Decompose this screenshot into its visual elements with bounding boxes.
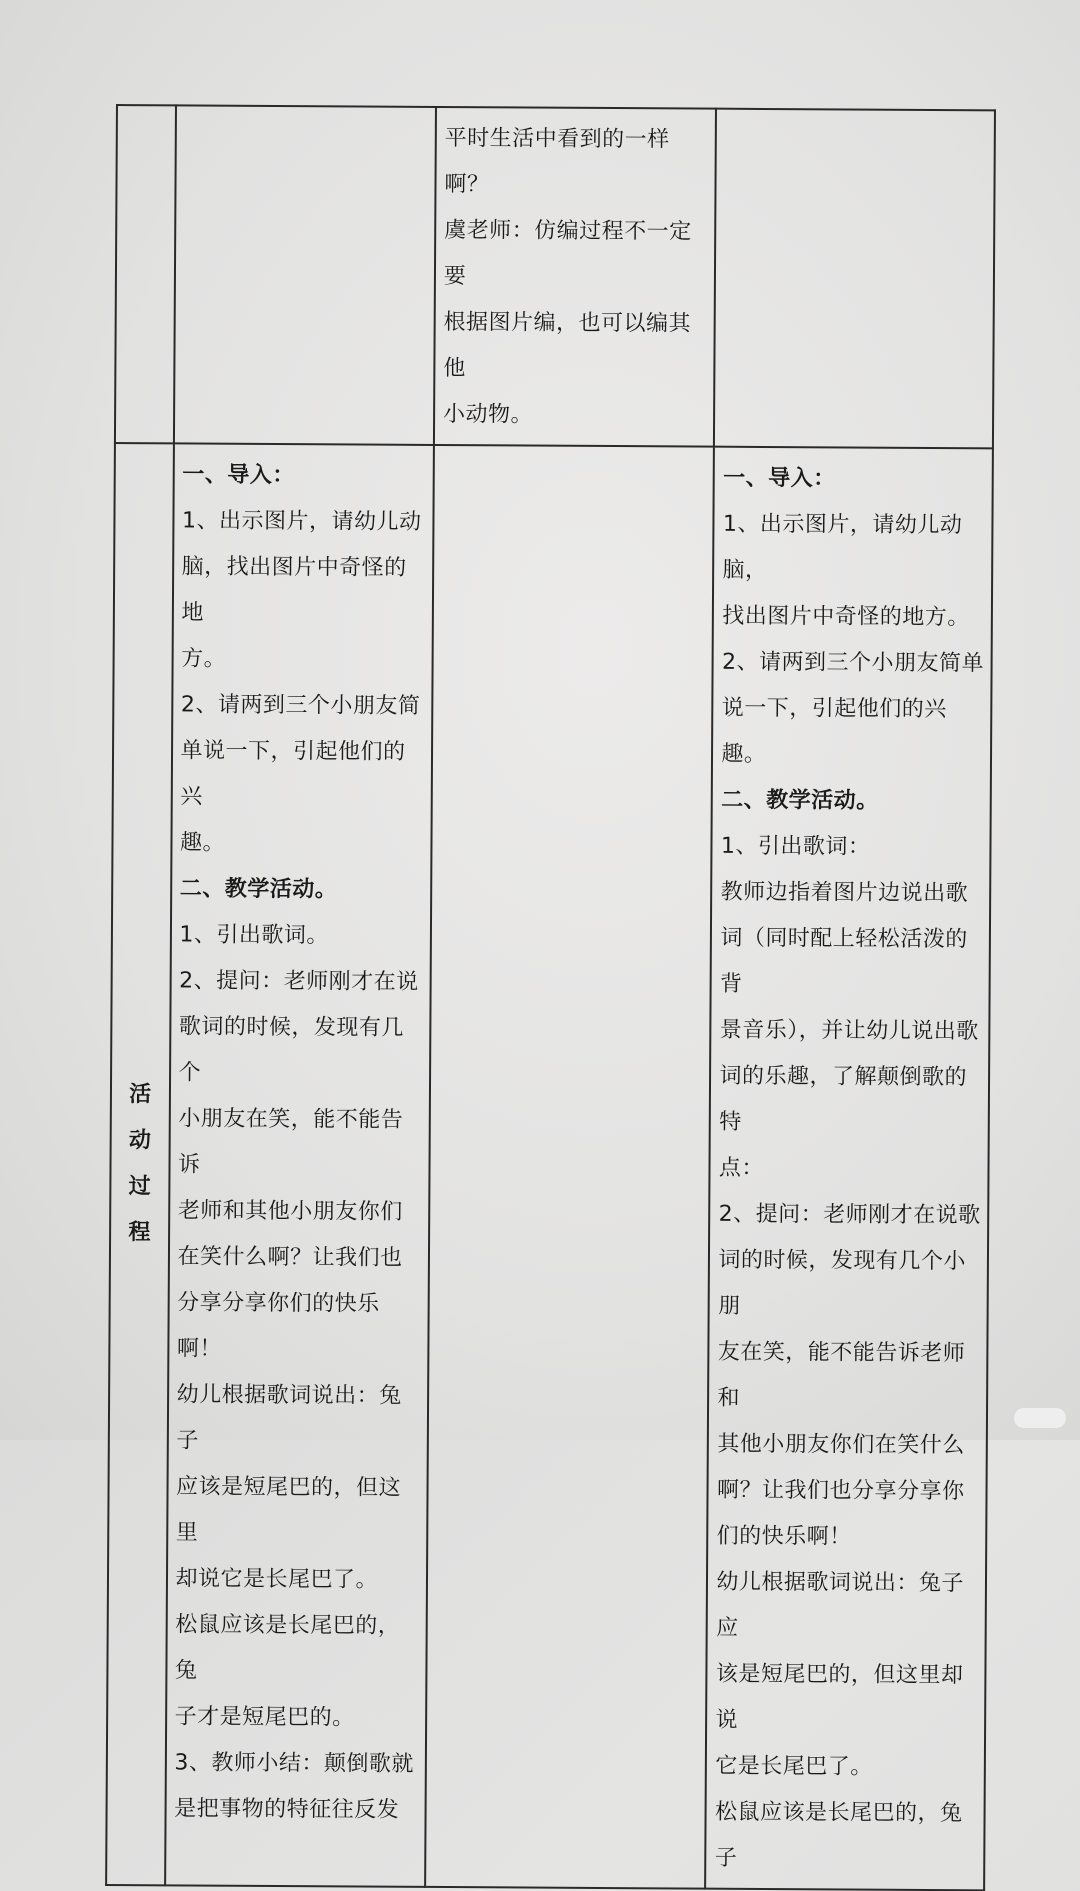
text-line: 2、提问：老师刚才在说歌 [718, 1201, 981, 1229]
lesson-plan-table [105, 104, 996, 1891]
text-line: 小动物。 [442, 402, 534, 428]
text-line: 单说一下，引起他们的兴 [180, 738, 406, 810]
text-line: 说一下，引起他们的兴趣。 [721, 695, 947, 767]
text-line: 词的时候，发现有几个小朋 [718, 1247, 966, 1319]
text-line: 1、出示图片，请幼儿动脑， [722, 511, 963, 583]
watermark-badge [1014, 1408, 1066, 1428]
section-heading: 二、教学活动。 [721, 787, 879, 814]
section-heading: 一、导入： [723, 465, 836, 492]
text-line: 2、提问：老师刚才在说 [179, 968, 419, 995]
text-line: 根据图片编，也可以编其他 [443, 310, 692, 382]
text-line: 1、引出歌词。 [179, 922, 330, 949]
text-line: 找出图片中奇怪的地方。 [722, 603, 970, 631]
text-line: 其他小朋友你们在笑什么 [717, 1431, 965, 1459]
row1-col-a-cell [173, 105, 435, 445]
text-line: 幼儿根据歌词说出：兔子 [176, 1382, 402, 1454]
row2-col-a-cell [165, 443, 434, 1887]
row1-col-b-cell [434, 107, 717, 447]
text-line: 趣。 [179, 830, 226, 856]
text-line: 词（同时配上轻松活泼的背 [719, 925, 968, 997]
row2-col-b-cell [425, 445, 714, 1889]
section-heading: 二、教学活动。 [179, 876, 338, 903]
text-line: 松鼠应该是长尾巴的，兔 [174, 1612, 401, 1684]
text-line: 方。 [181, 646, 227, 672]
text-line: 友在笑，能不能告诉老师和 [717, 1339, 966, 1411]
text-line: 该是短尾巴的，但这里却说 [715, 1661, 964, 1733]
text-line: 景音乐），并让幼儿说出歌 [719, 1017, 979, 1045]
text-line: 点： [718, 1155, 765, 1181]
text-line: 是把事物的特征往反发 [174, 1796, 400, 1823]
text-line: 它是长尾巴了。 [715, 1753, 873, 1780]
row2-col-c-cell [706, 447, 993, 1891]
text-line: 歌词的时候，发现有几个 [178, 1014, 404, 1086]
table-row [106, 443, 993, 1890]
section-label-activity-process: 活动过程 [128, 1082, 152, 1246]
text-line: 2、请两到三个小朋友简单 [721, 649, 985, 677]
text-line: 脑，找出图片中奇怪的地 [181, 554, 407, 626]
row1-label-cell [115, 105, 176, 443]
text-line: 们的快乐啊！ [716, 1523, 852, 1550]
row2-label-cell [106, 443, 173, 1885]
text-line: 虞老师：仿编过程不一定要 [443, 218, 692, 290]
text-line: 子才是短尾巴的。 [174, 1704, 355, 1731]
text-line: 啊？让我们也分享分享你 [716, 1477, 965, 1505]
text-line: 1、出示图片，请幼儿动 [181, 508, 422, 535]
text-line: 老师和其他小朋友你们 [177, 1198, 403, 1225]
text-line: 平时生活中看到的一样 [444, 126, 670, 153]
text-line: 1、引出歌词： [720, 833, 871, 860]
table-row [115, 105, 995, 448]
row1-col-c-cell [714, 109, 995, 449]
text-line: 应该是短尾巴的，但这里 [175, 1474, 402, 1546]
text-line: 啊？ [444, 172, 490, 198]
text-line: 分享分享你们的快乐啊！ [176, 1290, 380, 1362]
text-line: 3、教师小结：颠倒歌就 [174, 1750, 414, 1777]
text-line: 松鼠应该是长尾巴的，兔子 [714, 1799, 963, 1871]
text-line: 小朋友在笑，能不能告诉 [177, 1106, 404, 1178]
text-line: 2、请两到三个小朋友简 [180, 692, 421, 719]
text-line: 幼儿根据歌词说出：兔子应 [716, 1569, 965, 1641]
section-heading: 一、导入： [182, 462, 295, 489]
text-line: 词的乐趣，了解颠倒歌的特 [719, 1063, 968, 1135]
text-line: 在笑什么啊？让我们也 [177, 1244, 403, 1271]
text-line: 却说它是长尾巴了。 [175, 1566, 379, 1593]
text-line: 教师边指着图片边说出歌 [720, 879, 969, 907]
